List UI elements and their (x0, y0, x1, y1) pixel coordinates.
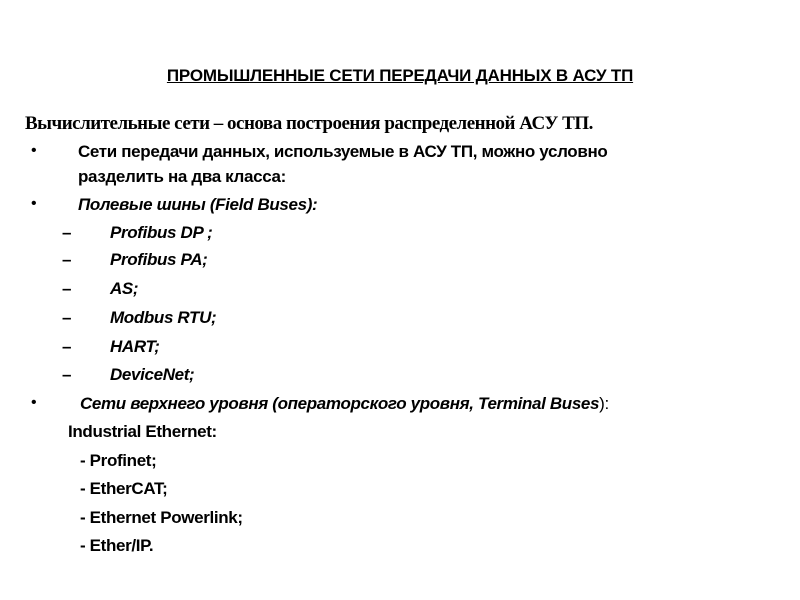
slide-title: ПРОМЫШЛЕННЫЕ СЕТИ ПЕРЕДАЧИ ДАННЫХ В АСУ ТП (166, 66, 634, 85)
list-item: Profibus PA; (110, 250, 208, 269)
slide-subtitle: Вычислительные сети – основа построения распределенной АСУ ТП. (25, 113, 593, 134)
terminal-buses-heading: Сети верхнего уровня (операторского уровня, Terminal Buses (80, 394, 600, 413)
dash-icon: – (62, 308, 72, 327)
list-item: - Profinet; (80, 451, 157, 470)
list-item: - Ether/IP. (80, 536, 154, 555)
terminal-buses-heading-row (80, 394, 609, 414)
dash-icon: – (62, 279, 72, 298)
list-item: Modbus RTU; (110, 308, 217, 327)
list-item: DeviceNet; (110, 365, 195, 384)
list-item: - Ethernet Powerlink; (80, 508, 243, 527)
list-item: - EtherCAT; (80, 479, 168, 498)
bullet-icon: • (31, 142, 37, 159)
dash-icon: – (62, 365, 72, 384)
field-buses-heading: Полевые шины (Field Buses): (78, 195, 318, 214)
terminal-buses-heading-tail: ): (599, 394, 609, 413)
dash-icon: – (62, 250, 72, 269)
bullet-icon: • (31, 394, 37, 411)
intro-line-1: Сети передачи данных, используемые в АСУ ТП, можно условно (78, 142, 608, 161)
list-item: HART; (110, 337, 160, 356)
list-item: Profibus DP ; (110, 223, 213, 242)
dash-icon: – (62, 337, 72, 356)
dash-icon: – (62, 223, 72, 242)
industrial-ethernet-label: Industrial Ethernet: (68, 422, 217, 441)
list-item: AS; (110, 279, 139, 298)
bullet-icon: • (31, 195, 37, 212)
intro-line-2: разделить на два класса: (78, 167, 286, 186)
